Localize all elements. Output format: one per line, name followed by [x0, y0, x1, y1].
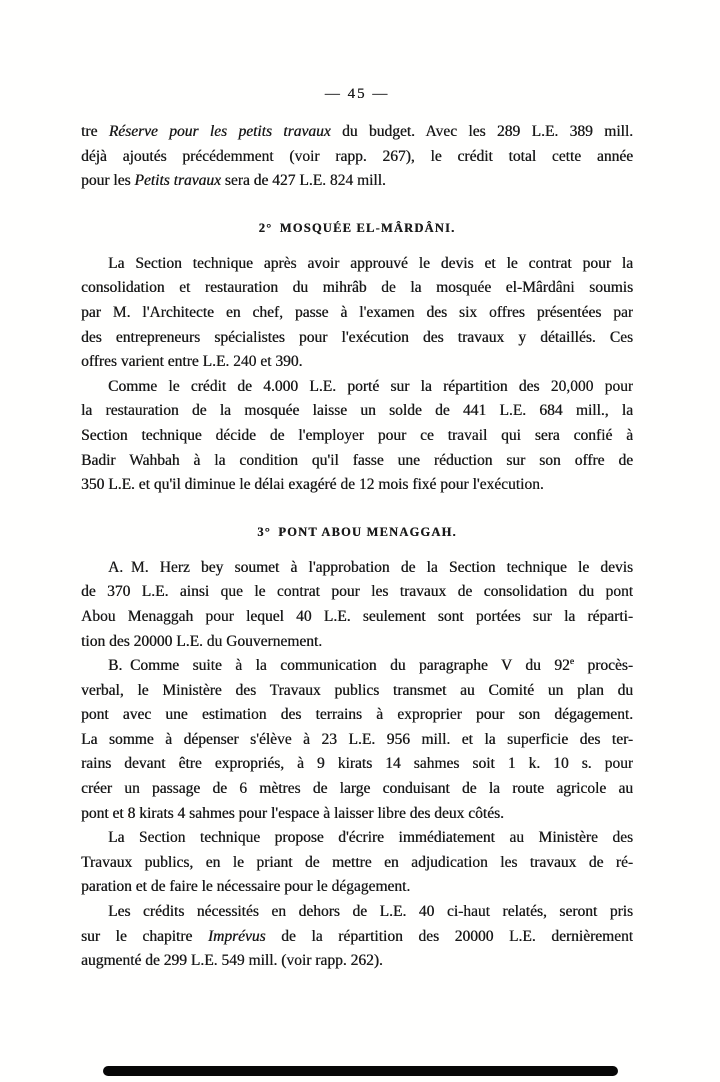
- paragraph: [81, 120, 633, 194]
- text-line: La Section technique propose d'écrire immédiatement au Ministère des: [108, 829, 633, 847]
- text-line: La Section technique après avoir approuvé le devis et le contrat pour la: [108, 254, 633, 272]
- paragraph: [81, 826, 633, 900]
- page-number: — 45 —: [324, 86, 390, 102]
- text-line: sur le chapitre Imprévus de la répartition des 20000 L.E. dernièrement: [81, 927, 633, 945]
- document-text: [81, 0, 633, 974]
- text-line: offres varient entre L.E. 240 et 390.: [81, 353, 303, 371]
- text-line: paration et de faire le nécessaire pour le dégagement.: [81, 878, 411, 896]
- paragraph: [81, 900, 633, 974]
- scan-artifact-bar: [103, 1066, 618, 1076]
- paragraph: [81, 556, 633, 654]
- text-line: Travaux publics, en le priant de mettre en adjudication les travaux de ré-: [81, 853, 633, 871]
- text-line: B. Comme suite à la communication du paragraphe V du 92e procès-: [108, 656, 633, 675]
- text-line: Badir Wahbah à la condition qu'il fasse une réduction sur son offre de: [81, 451, 633, 469]
- paragraph: [81, 252, 633, 375]
- text-line: verbal, le Ministère des Travaux publics transmet au Comité un plan du: [81, 681, 633, 699]
- text-line: Comme le crédit de 4.000 L.E. porté sur la répartition des 20,000 pour: [108, 377, 633, 395]
- text-line: la restauration de la mosquée laisse un solde de 441 L.E. 684 mill., la: [81, 402, 633, 420]
- text-line: tion des 20000 L.E. du Gouvernement.: [81, 632, 323, 650]
- text-line: pont et 8 kirats 4 sahmes pour l'espace à laisser libre des deux côtés.: [81, 804, 504, 822]
- paragraph: [81, 375, 633, 498]
- text-line: créer un passage de 6 mètres de large conduisant de la route agricole au: [81, 780, 633, 798]
- text-line: A. M. Herz bey soumet à l'approbation de la Section technique le devis: [108, 558, 633, 576]
- text-line: consolidation et restauration du mihrâb de la mosquée el-Mârdâni soumis: [81, 279, 633, 297]
- text-line: pour les Petits travaux sera de 427 L.E. 824 mill.: [81, 172, 386, 190]
- text-line: pont avec une estimation des terrains à exproprier pour son dégagement.: [81, 706, 633, 724]
- section-heading: 2° MOSQUÉE EL-MÂRDÂNI.: [258, 220, 456, 235]
- text-line: 350 L.E. et qu'il diminue le délai exagéré de 12 mois fixé pour l'exécution.: [81, 476, 544, 494]
- text-line: des entrepreneurs spécialistes pour l'exécution des travaux y détaillés. Ces: [81, 328, 633, 346]
- text-line: Les crédits nécessités en dehors de L.E. 40 ci-haut relatés, seront pris: [108, 903, 633, 921]
- text-line: de 370 L.E. ainsi que le contrat pour les travaux de consolidation du pont: [81, 583, 633, 601]
- text-line: augmenté de 299 L.E. 549 mill. (voir rapp. 262).: [81, 952, 383, 970]
- text-line: Abou Menaggah pour lequel 40 L.E. seulement sont portées sur la réparti-: [81, 607, 633, 625]
- text-line: tre Réserve pour les petits travaux du budget. Avec les 289 L.E. 389 mill.: [81, 123, 633, 140]
- text-line: La somme à dépenser s'élève à 23 L.E. 956 mill. et la superficie des ter-: [81, 730, 633, 748]
- section-heading: 3° PONT ABOU MENAGGAH.: [257, 524, 457, 539]
- text-line: rains devant être expropriés, à 9 kirats 14 sahmes soit 1 k. 10 s. pour: [81, 755, 633, 773]
- text-line: par M. l'Architecte en chef, passe à l'examen des six offres présentées par: [81, 303, 633, 321]
- text-line: déjà ajoutés précédemment (voir rapp. 267), le crédit total cette année: [81, 147, 633, 165]
- text-line: Section technique décide de l'employer pour ce travail qui sera confié à: [81, 426, 633, 444]
- paragraph: [81, 654, 633, 826]
